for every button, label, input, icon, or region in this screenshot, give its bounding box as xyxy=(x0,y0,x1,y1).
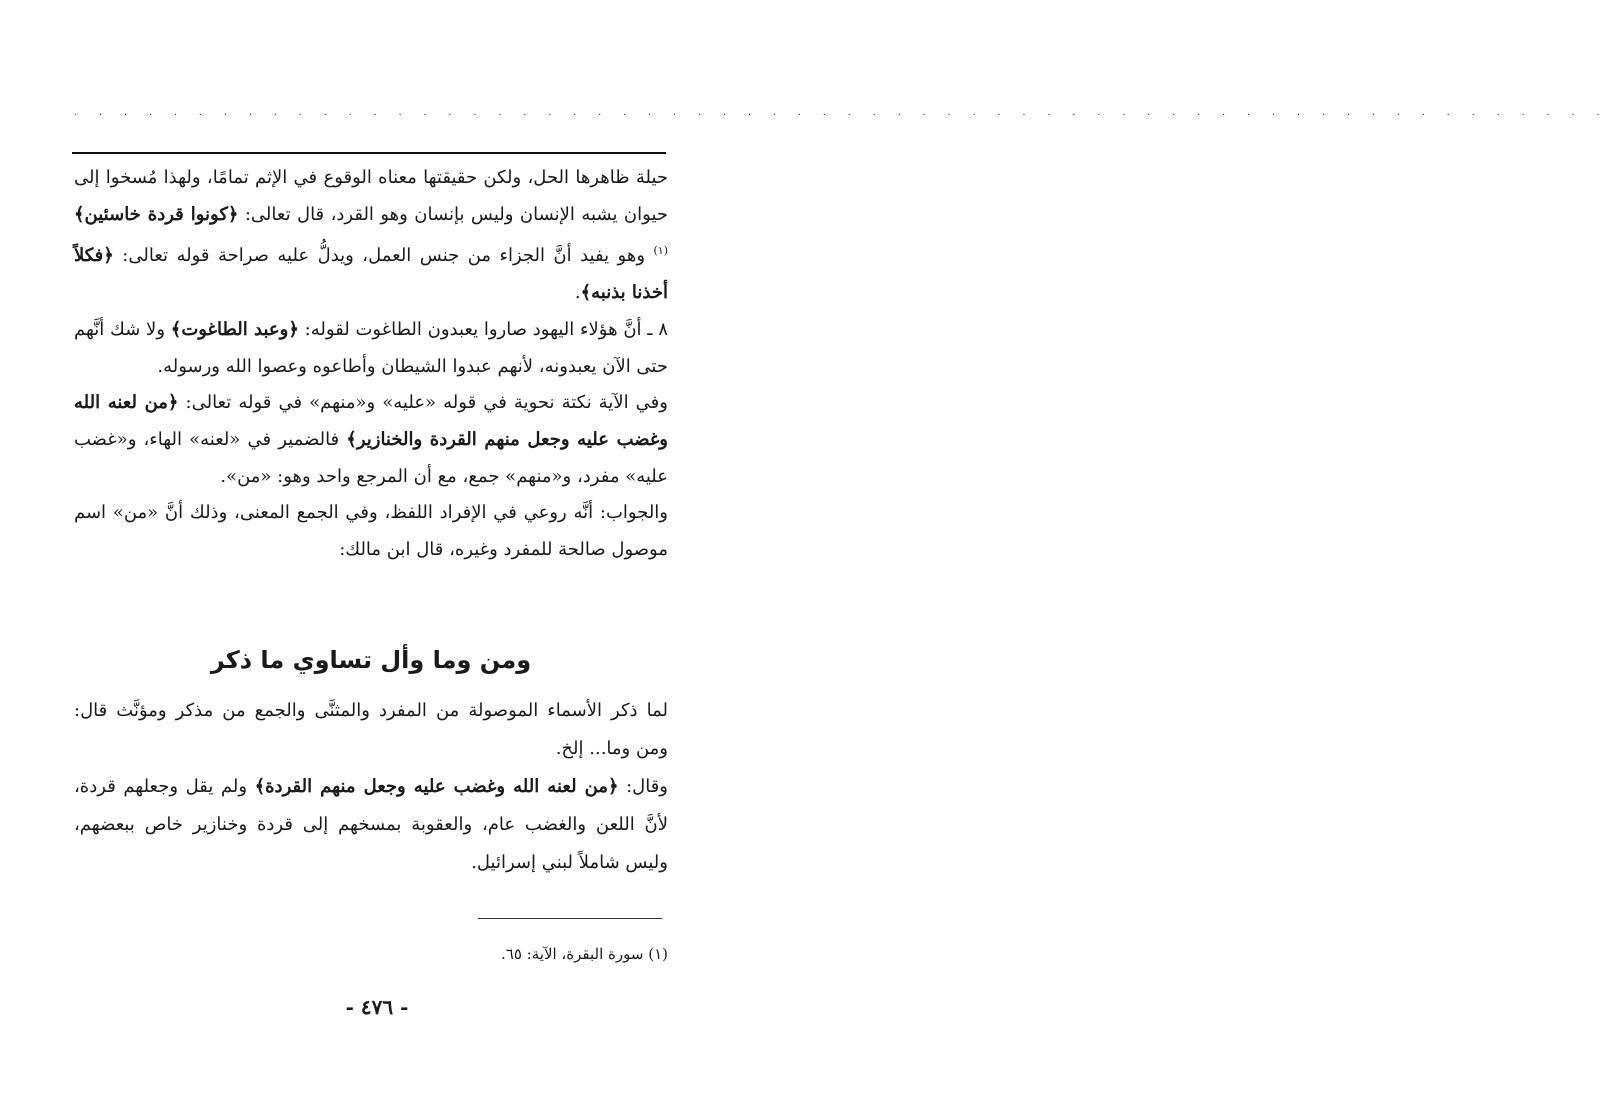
paragraph-6 xyxy=(74,768,668,882)
paragraph-5: لما ذكر الأسماء الموصولة من المفرد والمثنَّى والجمع من مذكر ومؤنَّث قال: ومن وما... إلخ. xyxy=(74,700,668,759)
commentary-text xyxy=(74,692,668,882)
paragraph-1 xyxy=(74,160,668,312)
p1-text-a: حيلة ظاهرها الحل، ولكن حقيقتها معناه الوقوع في الإثم تمامًا، ولهذا مُسخوا إلى حيوان يشبه الإنسان وليس بإنسان وهو القرد، قال تعالى: xyxy=(74,167,668,225)
paragraph-4: والجواب: أنَّه روعي في الإفراد اللفظ، وفي الجمع المعنى، وذلك أنَّ «من» اسم موصول صالحة للمفرد وغيره، قال ابن مالك: xyxy=(74,502,668,561)
quran-verse: ﴿من لعنه الله وغضب عليه وجعل منهم القردة﴾ xyxy=(254,776,619,797)
header-rule xyxy=(72,152,666,154)
p6-text-b: ولم يقل وجعلهم قردة، لأنَّ اللعن والغضب عام، والعقوبة بمسخهم إلى قردة وخنازير خاص ببعضهم، وليس شاملاً لبني إسرائيل. xyxy=(74,776,668,873)
quran-verse: ﴿وعبد الطاغوت﴾ xyxy=(170,318,299,340)
p2-text-b: ولا شك أنَّهم حتى الآن يعبدونه، لأنهم عبدوا الشيطان وأطاعوه وعصوا الله ورسوله. xyxy=(74,318,668,377)
page-number: - ٤٧٦ - xyxy=(345,995,409,1019)
paragraph-2 xyxy=(74,312,668,385)
dotted-header-line: . . . . . . . . . . . . . . . . . . . . . . . . . . . . . . . . . . . . . . . . . . . . . . . . . . . . . . . . . . . . . . xyxy=(74,107,1609,118)
paragraph-3 xyxy=(74,385,668,495)
p1-text-b: وهو يفيد أنَّ الجزاء من جنس العمل، ويدلُّ عليه صراحة قوله تعالى: xyxy=(113,245,654,267)
poem-line-heading: ومن وما وأل تساوي ما ذكر xyxy=(210,646,532,674)
p6-text-a: وقال: xyxy=(618,776,668,797)
p2-text-a: ٨ ـ أنَّ هؤلاء اليهود صاروا يعبدون الطاغوت لقوله: xyxy=(298,318,668,340)
footnote-ref: (١) xyxy=(653,244,668,258)
footnote-rule xyxy=(478,918,662,919)
p3-text-b: فالضمير في «لعنه» الهاء، و«غضب عليه» مفرد، و«منهم» جمع، مع أن المرجع واحد وهو: «من». xyxy=(74,428,668,487)
quran-verse: ﴿فكلاً أخذنا بذنبه﴾ xyxy=(74,245,668,304)
p1-text-c: . xyxy=(574,282,581,304)
p3-text-a: وفي الآية نكتة نحوية في قوله «عليه» و«منهم» في قوله تعالى: xyxy=(178,392,668,414)
main-text xyxy=(74,160,668,569)
quran-verse: ﴿من لعنه الله وغضب عليه وجعل منهم القردة والخنازير﴾ xyxy=(74,392,668,450)
footnote: (١) سورة البقرة، الآية: ٦٥. xyxy=(501,945,668,963)
quran-verse: ﴿كونوا قردة خاسئين﴾ xyxy=(74,203,239,225)
